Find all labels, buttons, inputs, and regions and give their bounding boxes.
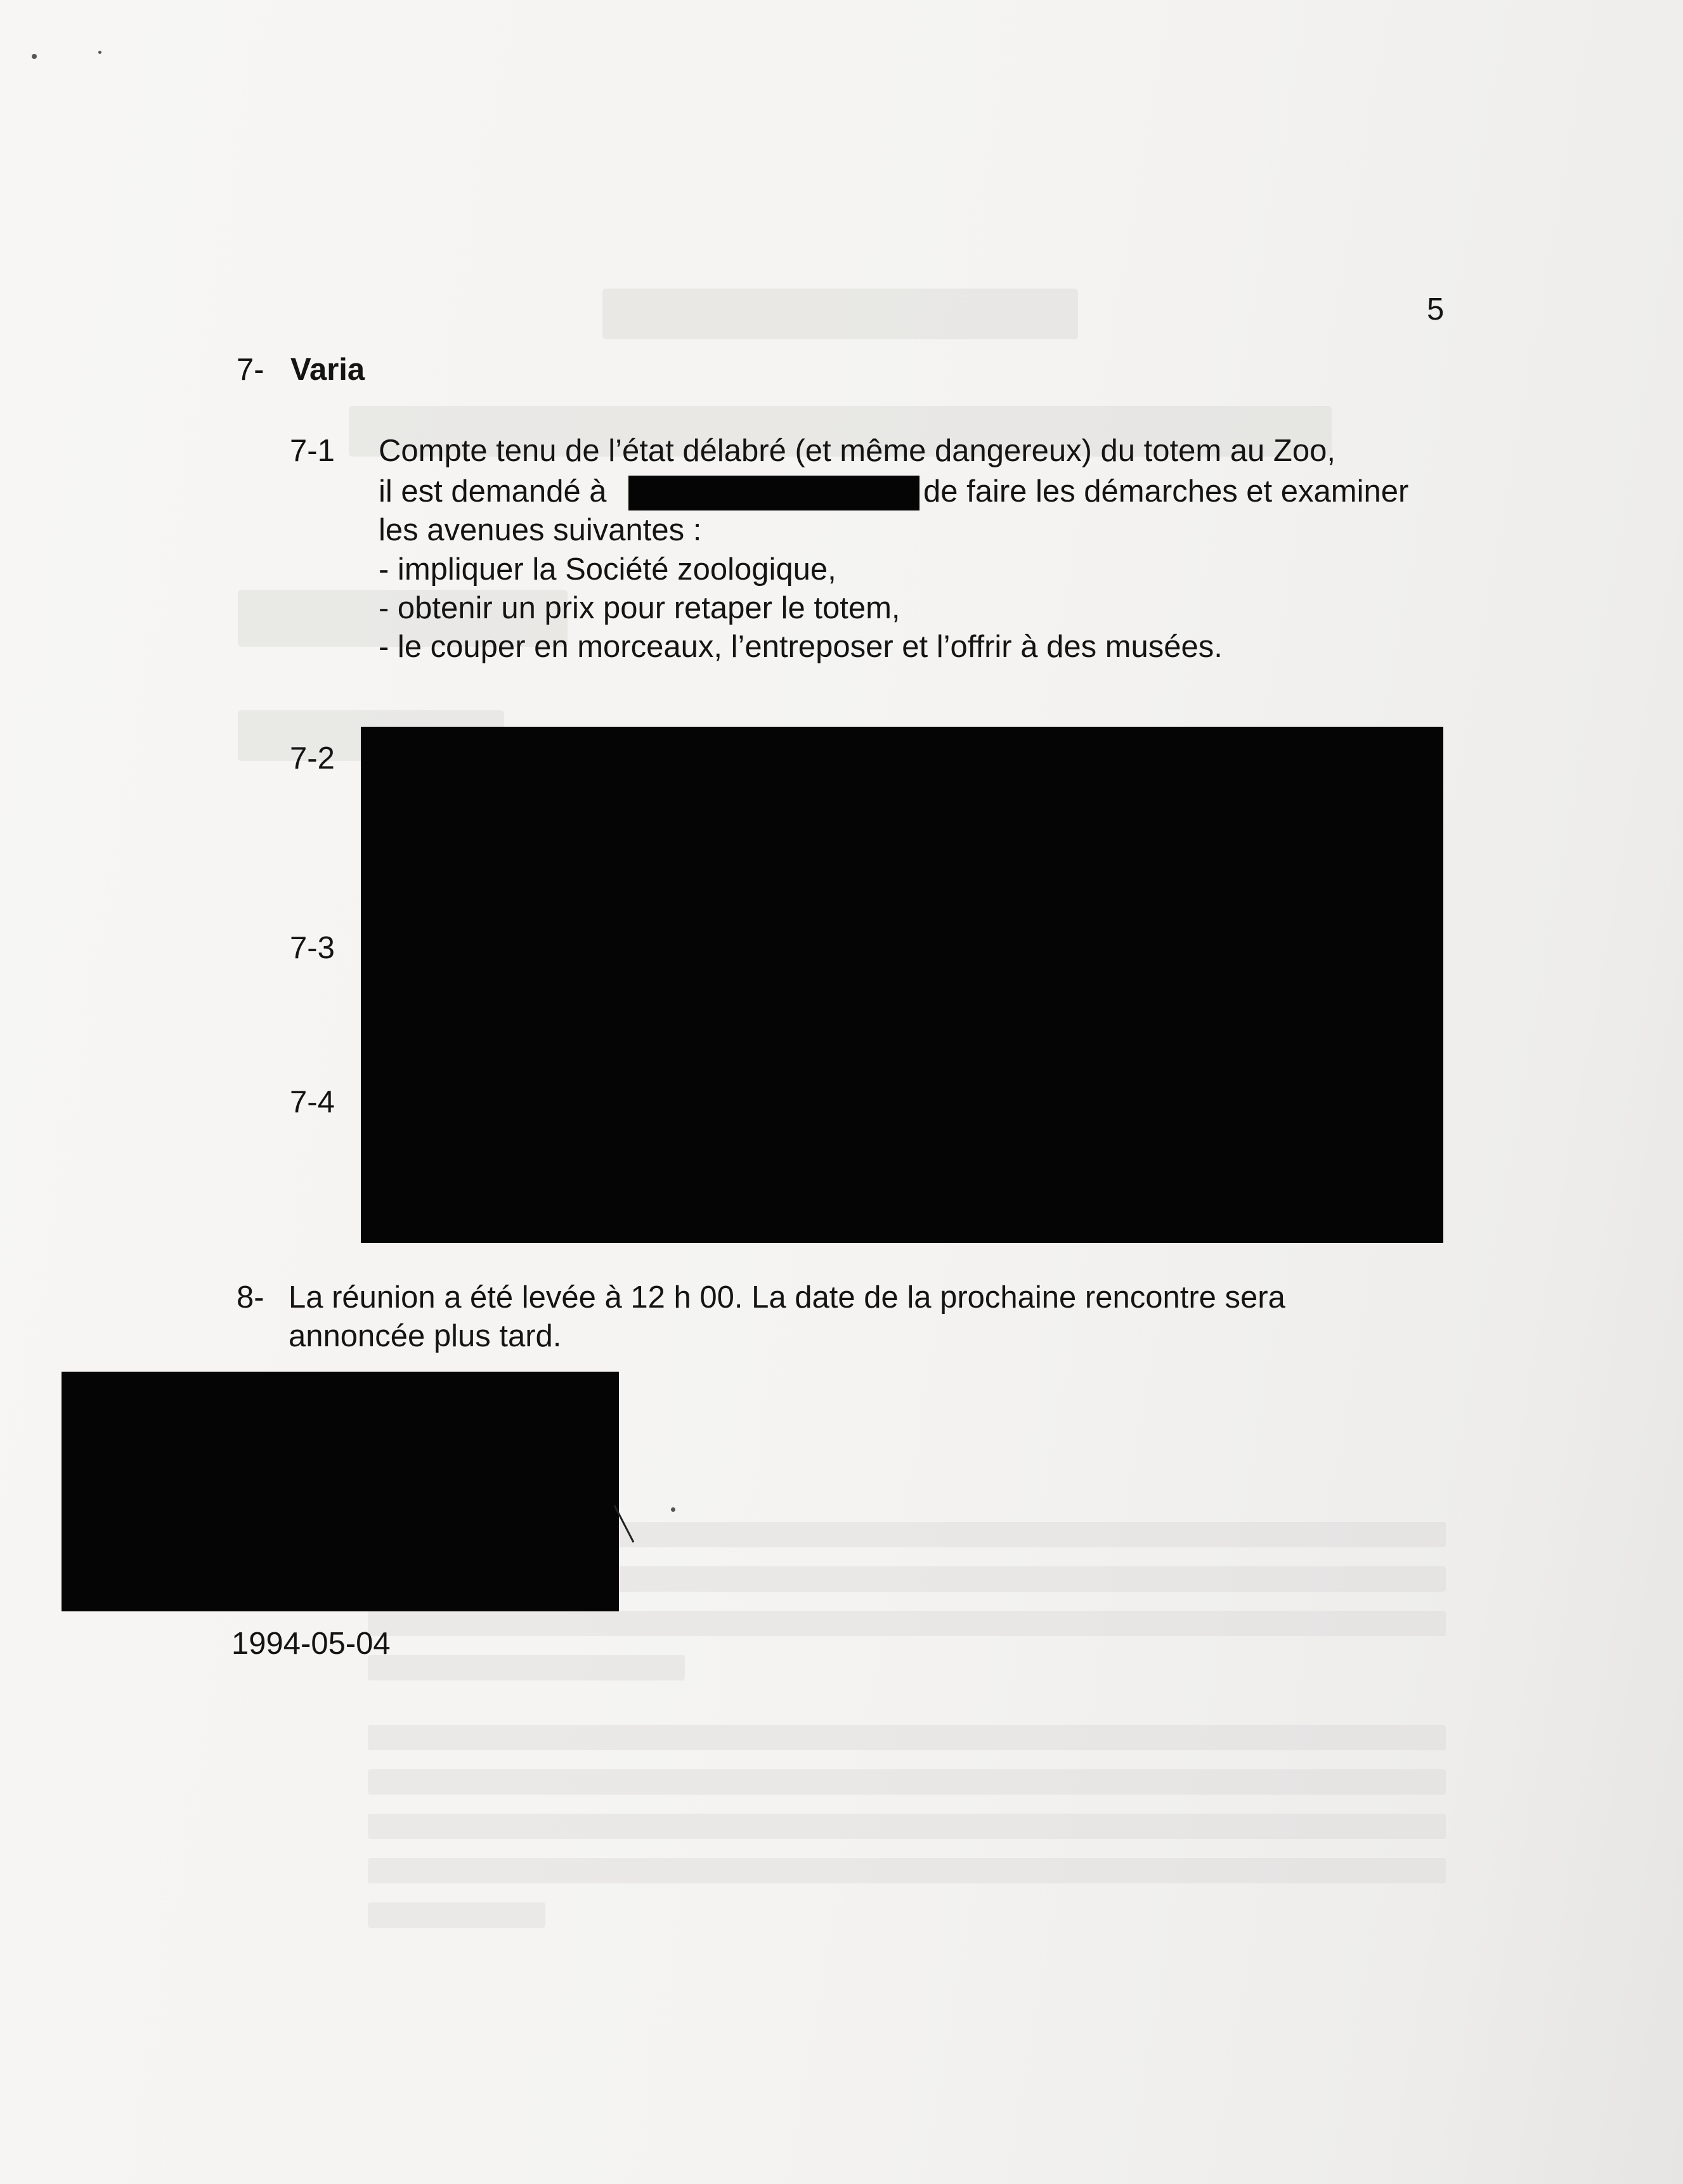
section-8-line2: annoncée plus tard. — [289, 1319, 562, 1353]
section-8-number: 8- — [237, 1280, 264, 1315]
bleed-through-mark — [602, 289, 1078, 339]
signature-stroke — [612, 1503, 637, 1547]
inline-redaction-box — [628, 476, 919, 510]
item-7-1-bullet: - impliquer la Société zoologique, — [379, 552, 836, 587]
section-7-number: 7- — [237, 353, 264, 387]
item-7-4-number: 7-4 — [290, 1085, 335, 1119]
section-8-line1: La réunion a été levée à 12 h 00. La date de la prochaine rencontre sera — [289, 1280, 1285, 1315]
paper-speck — [671, 1507, 675, 1512]
bleed-through-mark — [368, 1725, 1446, 1750]
document-date: 1994-05-04 — [231, 1627, 391, 1661]
item-7-1-bullet: - le couper en morceaux, l’entreposer et l’offrir à des musées. — [379, 630, 1223, 664]
bleed-through-mark — [368, 1858, 1446, 1883]
bleed-through-mark — [368, 1902, 545, 1928]
paper-speck — [98, 51, 101, 54]
bleed-through-mark — [368, 1814, 1446, 1839]
item-7-1-line3: les avenues suivantes : — [379, 513, 702, 547]
item-7-1-bullet: - obtenir un prix pour retaper le totem, — [379, 591, 900, 625]
item-7-2-number: 7-2 — [290, 741, 335, 776]
item-7-1-line2-after: de faire les démarches et examiner — [923, 474, 1409, 509]
bleed-through-mark — [368, 1655, 685, 1680]
bleed-through-mark — [368, 1611, 1446, 1636]
signature-redaction-box — [62, 1372, 619, 1611]
large-redaction-box — [361, 727, 1443, 1243]
item-7-1-line2-before: il est demandé à — [379, 474, 607, 509]
section-7-title: Varia — [290, 353, 365, 387]
item-7-1-number: 7-1 — [290, 434, 335, 468]
paper-speck — [32, 54, 37, 59]
item-7-3-number: 7-3 — [290, 931, 335, 965]
item-7-1-line1: Compte tenu de l’état délabré (et même dangereux) du totem au Zoo, — [379, 434, 1335, 468]
bleed-through-mark — [368, 1769, 1446, 1795]
page-number: 5 — [1427, 292, 1445, 327]
